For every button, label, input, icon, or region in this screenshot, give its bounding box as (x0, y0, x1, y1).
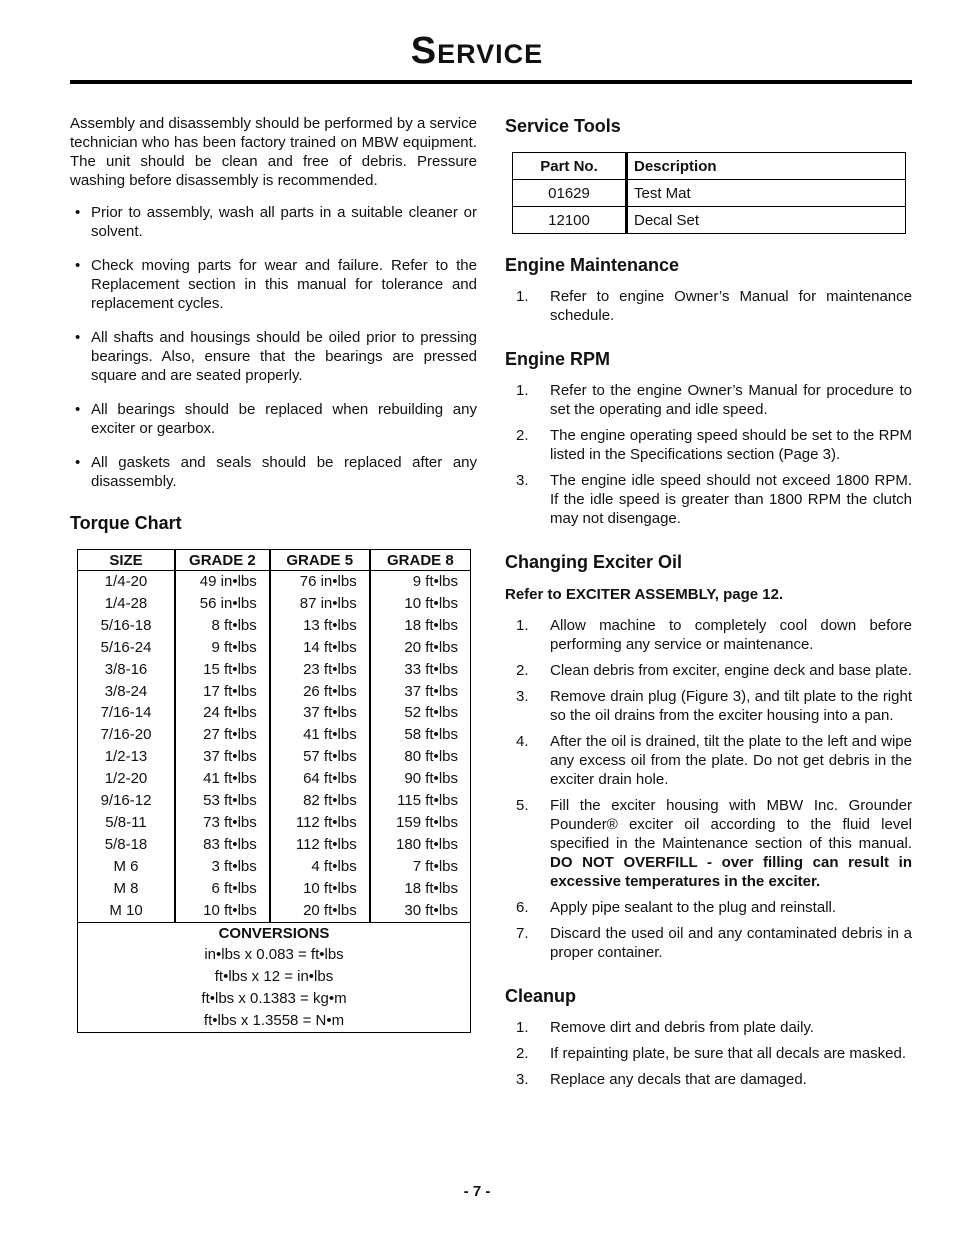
torque-size-cell: M 8 (113, 879, 139, 897)
torque-grade8-cell: 37 ft•lbs (370, 681, 471, 703)
bullet-marker: • (75, 257, 81, 274)
torque-grade8-cell: 9 ft•lbs (370, 571, 471, 593)
torque-grade8-cell: 7 ft•lbs (370, 856, 471, 878)
torque-grade8-cell: 18 ft•lbs (370, 878, 471, 900)
list-item: 5. Fill the exciter housing with MBW Inc. Grounder Pounder® exciter oil according to the fluid level specified in the Maintenance section of this manual. DO NOT OVERFILL - over filling can result in excessive temperatures in the exciter. (516, 797, 912, 890)
torque-size-cell: 5/8-18 (104, 835, 148, 853)
table-row (513, 180, 906, 207)
torque-grade2-cell: 49 in•lbs (175, 571, 270, 593)
torque-grade5-cell: 76 in•lbs (270, 571, 370, 593)
torque-size-cell: 5/16-24 (100, 638, 152, 656)
torque-size-cell: 9/16-12 (100, 792, 152, 810)
tools-header-part: Part No. (513, 153, 627, 180)
torque-grade5-cell: 64 ft•lbs (270, 768, 370, 790)
list-item: 2. Clean debris from exciter, engine deck and base plate. (516, 662, 912, 679)
prep-bullet-list (70, 203, 477, 491)
bullet-item: • All shafts and housings should be oiled prior to pressing bearings. Also, ensure that the bearings are pressed square and are seated properly. (75, 329, 477, 384)
part-number: 12100 (513, 207, 627, 234)
torque-grade2-cell: 9 ft•lbs (175, 637, 270, 659)
torque-grade2-cell: 53 ft•lbs (175, 790, 270, 812)
table-row (78, 900, 471, 922)
part-description: Test Mat (627, 180, 906, 207)
torque-grade5-cell: 37 ft•lbs (270, 702, 370, 724)
bullet-item: • All gaskets and seals should be replaced after any disassembly. (75, 454, 477, 490)
table-row (78, 724, 471, 746)
list-item: 6. Apply pipe sealant to the plug and reinstall. (516, 899, 837, 916)
table-row (78, 790, 471, 812)
torque-grade8-cell: 80 ft•lbs (370, 746, 471, 768)
conversion-row: ft•lbs x 12 = in•lbs (214, 968, 334, 986)
bullet-item: • Prior to assembly, wash all parts in a suitable cleaner or solvent. (75, 204, 477, 240)
list-item: 4. After the oil is drained, tilt the plate to the left and wipe any excess oil from the plate. Do not get debris in the exciter drain hole. (516, 733, 912, 788)
torque-header-grade5: GRADE 5 (270, 550, 370, 571)
torque-size-cell: M 10 (109, 901, 143, 919)
torque-grade8-cell: 52 ft•lbs (370, 702, 471, 724)
torque-grade8-cell: 33 ft•lbs (370, 659, 471, 681)
intro-paragraph: Assembly and disassembly should be performed by a service technician who has been factory trained on MBW equipment. The unit should be clean and free of debris. Pressure washing before disassembly is recommended. (70, 115, 477, 189)
engine-maintenance-steps (505, 287, 912, 325)
torque-grade5-cell: 41 ft•lbs (270, 724, 370, 746)
table-row (78, 637, 471, 659)
table-row (78, 856, 471, 878)
torque-header-row (78, 550, 471, 571)
torque-grade8-cell: 10 ft•lbs (370, 593, 471, 615)
bullet-item: • All bearings should be replaced when rebuilding any exciter or gearbox. (75, 401, 477, 437)
table-row (78, 615, 471, 637)
torque-grade5-cell: 20 ft•lbs (270, 900, 370, 922)
title-divider (70, 80, 912, 84)
table-row (78, 681, 471, 703)
tools-header-row (513, 153, 906, 180)
torque-grade2-cell: 83 ft•lbs (175, 834, 270, 856)
table-row (78, 702, 471, 724)
torque-grade2-cell: 3 ft•lbs (175, 856, 270, 878)
cleanup-steps (505, 1018, 912, 1089)
torque-grade2-cell: 37 ft•lbs (175, 746, 270, 768)
cleanup-heading: Cleanup (505, 986, 577, 1006)
conversions-header-row (78, 922, 471, 944)
torque-body (78, 571, 471, 923)
torque-grade8-cell: 159 ft•lbs (370, 812, 471, 834)
table-row (78, 768, 471, 790)
table-row (78, 746, 471, 768)
torque-chart-table (77, 549, 471, 1033)
table-row (78, 834, 471, 856)
page-title: Service (410, 30, 544, 72)
table-row (513, 207, 906, 234)
torque-grade5-cell: 57 ft•lbs (270, 746, 370, 768)
service-tools-table (512, 152, 906, 234)
torque-header-size: SIZE (78, 550, 176, 571)
torque-size-cell: 5/16-18 (100, 616, 152, 634)
list-item: 1. Allow machine to completely cool down before performing any service or maintenance. (516, 617, 912, 653)
torque-grade5-cell: 23 ft•lbs (270, 659, 370, 681)
left-column (70, 114, 477, 1033)
bullet-marker: • (75, 329, 81, 346)
torque-grade2-cell: 17 ft•lbs (175, 681, 270, 703)
list-item: 7. Discard the used oil and any contaminated debris in a proper container. (516, 925, 912, 961)
bullet-marker: • (75, 454, 81, 471)
torque-size-cell: 1/2-13 (104, 748, 148, 766)
list-item: 1. Remove dirt and debris from plate daily. (516, 1019, 815, 1036)
conversion-row: ft•lbs x 1.3558 = N•m (203, 1012, 345, 1030)
service-tools-heading: Service Tools (505, 116, 621, 136)
torque-grade5-cell: 4 ft•lbs (270, 856, 370, 878)
list-item: 1. Refer to engine Owner’s Manual for maintenance schedule. (516, 288, 912, 324)
torque-size-cell: 3/8-16 (104, 660, 148, 678)
torque-size-cell: 1/4-28 (104, 594, 148, 612)
torque-size-cell: 5/8-11 (105, 813, 147, 831)
list-item: 1. Refer to the engine Owner’s Manual for procedure to set the operating and idle speed. (516, 382, 912, 418)
table-row (78, 812, 471, 834)
torque-grade2-cell: 24 ft•lbs (175, 702, 270, 724)
bullet-marker: • (75, 401, 81, 418)
torque-grade8-cell: 90 ft•lbs (370, 768, 471, 790)
conversion-row: in•lbs x 0.083 = ft•lbs (204, 946, 344, 964)
list-item: 3. Replace any decals that are damaged. (516, 1071, 807, 1088)
exciter-assembly-reference: Refer to EXCITER ASSEMBLY, page 12. (505, 586, 784, 603)
torque-header-grade2: GRADE 2 (175, 550, 270, 571)
torque-grade2-cell: 6 ft•lbs (175, 878, 270, 900)
torque-grade2-cell: 27 ft•lbs (175, 724, 270, 746)
torque-grade5-cell: 112 ft•lbs (270, 834, 370, 856)
torque-grade2-cell: 41 ft•lbs (175, 768, 270, 790)
changing-oil-steps (505, 616, 912, 962)
torque-grade2-cell: 56 in•lbs (175, 593, 270, 615)
torque-grade5-cell: 10 ft•lbs (270, 878, 370, 900)
torque-grade8-cell: 58 ft•lbs (370, 724, 471, 746)
table-row (78, 571, 471, 593)
table-row (78, 659, 471, 681)
page-number: - 7 - (463, 1183, 491, 1200)
torque-grade2-cell: 73 ft•lbs (175, 812, 270, 834)
torque-size-cell: M 6 (113, 857, 139, 875)
torque-size-cell: 1/2-20 (104, 770, 148, 788)
list-item: 3. The engine idle speed should not exceed 1800 RPM. If the idle speed is greater than 1800 RPM the clutch may not disengage. (516, 472, 912, 527)
torque-grade5-cell: 82 ft•lbs (270, 790, 370, 812)
list-item: 2. If repainting plate, be sure that all decals are masked. (516, 1045, 907, 1062)
list-item: 3. Remove drain plug (Figure 3), and tilt plate to the right so the oil drains from the exciter housing into a pan. (516, 688, 912, 724)
torque-chart-heading: Torque Chart (70, 513, 182, 533)
torque-grade5-cell: 26 ft•lbs (270, 681, 370, 703)
right-column (505, 114, 912, 1096)
torque-grade8-cell: 180 ft•lbs (370, 834, 471, 856)
torque-grade5-cell: 112 ft•lbs (270, 812, 370, 834)
torque-grade8-cell: 115 ft•lbs (370, 790, 471, 812)
table-row (78, 878, 471, 900)
part-description: Decal Set (627, 207, 906, 234)
torque-grade2-cell: 8 ft•lbs (175, 615, 270, 637)
changing-oil-heading: Changing Exciter Oil (505, 552, 683, 572)
table-row (78, 593, 471, 615)
conversions-heading: CONVERSIONS (78, 922, 471, 944)
torque-grade2-cell: 10 ft•lbs (175, 900, 270, 922)
torque-grade8-cell: 18 ft•lbs (370, 615, 471, 637)
list-item: 2. The engine operating speed should be set to the RPM listed in the Specifications section (Page 3). (516, 427, 912, 463)
engine-rpm-heading: Engine RPM (505, 349, 611, 369)
torque-size-cell: 7/16-14 (100, 704, 152, 722)
conversion-row: ft•lbs x 0.1383 = kg•m (201, 990, 347, 1008)
torque-size-cell: 1/4-20 (104, 573, 148, 590)
torque-header-grade8: GRADE 8 (370, 550, 471, 571)
tools-header-desc: Description (627, 153, 906, 180)
part-number: 01629 (513, 180, 627, 207)
torque-grade2-cell: 15 ft•lbs (175, 659, 270, 681)
engine-rpm-steps (505, 381, 912, 528)
bullet-marker: • (75, 204, 81, 221)
torque-size-cell: 3/8-24 (104, 682, 148, 700)
overfill-warning: DO NOT OVERFILL - over filling can result in excessive temperatures in the exciter. (550, 854, 912, 890)
engine-maintenance-heading: Engine Maintenance (505, 255, 680, 275)
torque-grade5-cell: 87 in•lbs (270, 593, 370, 615)
torque-grade5-cell: 13 ft•lbs (270, 615, 370, 637)
torque-size-cell: 7/16-20 (100, 726, 152, 744)
torque-grade5-cell: 14 ft•lbs (270, 637, 370, 659)
torque-grade8-cell: 20 ft•lbs (370, 637, 471, 659)
bullet-item: • Check moving parts for wear and failure. Refer to the Replacement section in this manual for tolerance and replacement cycles. (75, 257, 477, 312)
torque-grade8-cell: 30 ft•lbs (370, 900, 471, 922)
